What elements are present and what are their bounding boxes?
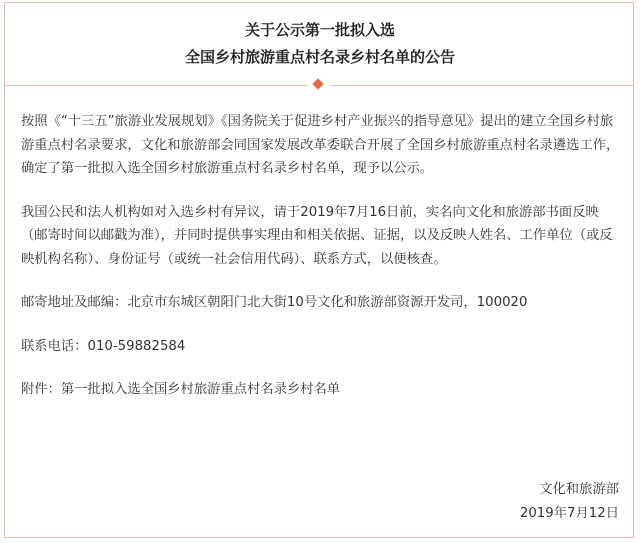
announcement-body xyxy=(21,110,621,422)
paragraph-address: 邮寄地址及邮编：北京市东城区朝阳门北大街10号文化和旅游部资源开发司，100020 xyxy=(21,295,528,310)
paragraph-attachment: 附件：第一批拟入选全国乡村旅游重点村名录乡村名单 xyxy=(21,382,341,397)
signature-org: 文化和旅游部 xyxy=(539,482,619,497)
title-divider xyxy=(4,78,634,94)
divider-line-right xyxy=(331,85,634,86)
paragraph-phone: 联系电话：010-59882584 xyxy=(21,338,186,354)
title-line-2: 全国乡村旅游重点村名录乡村名单的公告 xyxy=(184,48,455,66)
diamond-ornament-icon xyxy=(312,78,323,89)
title-line-1: 关于公示第一批拟入选 xyxy=(244,21,395,39)
announcement-title xyxy=(0,18,640,69)
paragraph-objection: 我国公民和法人机构如对入选乡村有异议，请于2019年7月16日前，实名向文化和旅游部书面反映（邮寄时间以邮戳为准），并同时提供事实理由和相关依据、证据，以及反映人姓名、工作单位（或反映机构名称）、身份证号（或统一社会信用代码）、联系方式，以便核查。 xyxy=(21,204,613,267)
signature-block xyxy=(520,478,619,525)
divider-line-left xyxy=(4,85,307,86)
signature-date: 2019年7月12日 xyxy=(519,505,619,521)
paragraph-intro: 按照《“十三五”旅游业发展规划》《国务院关于促进乡村产业振兴的指导意见》提出的建立全国乡村旅游重点村名录要求，文化和旅游部会同国家发展改革委联合开展了全国乡村旅游重点村名录遴选工作，确定了第一批拟入选全国乡村旅游重点村名录乡村名单，现予以公示。 xyxy=(21,114,620,176)
